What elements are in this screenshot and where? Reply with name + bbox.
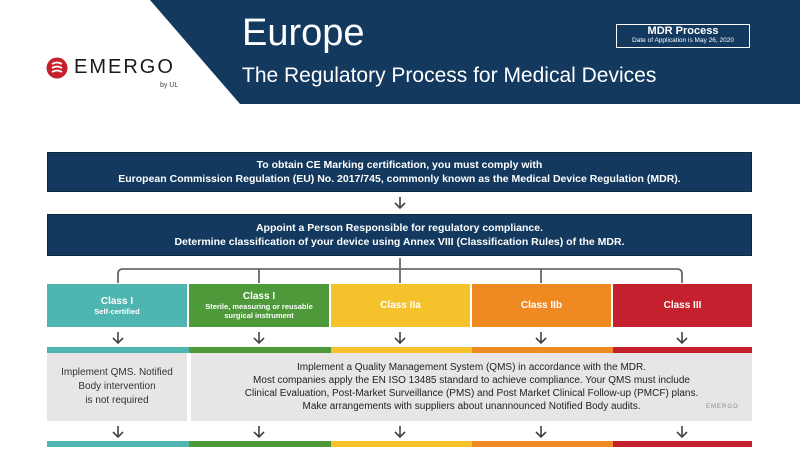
logo	[46, 56, 175, 79]
stripe-class-i	[47, 441, 189, 447]
qms-line4: Make arrangements with suppliers about unannounced Notified Body audits.	[302, 401, 641, 412]
class-sublabel: Sterile, measuring or reusable surgical instrument	[205, 302, 313, 320]
step1-line1: To obtain CE Marking certification, you must comply with	[256, 159, 543, 171]
stripe-class-iii	[613, 441, 752, 447]
mdr-badge-title: MDR Process	[647, 25, 719, 37]
mdr-badge	[616, 24, 750, 48]
qms-line2: Most companies apply the EN ISO 13485 standard to achieve compliance. Your QMS must include	[253, 375, 690, 386]
arrows-row-2	[0, 424, 800, 440]
class-label: Class IIb	[520, 300, 563, 311]
class-label: Class III	[663, 300, 702, 311]
arrow-down-icon	[395, 426, 405, 437]
qms-class1-line3: is not required	[85, 395, 149, 406]
arrow-down-icon	[254, 332, 264, 343]
mdr-badge-date: Date of Application is May 26, 2020	[632, 37, 734, 44]
stripe-class-iib	[472, 441, 613, 447]
arrow-down-icon	[392, 196, 408, 210]
class-i-sterile	[189, 284, 329, 327]
class-label: Class I	[242, 291, 276, 302]
step2-line1: Appoint a Person Responsible for regulatory compliance.	[255, 222, 544, 234]
arrows-row-1	[0, 330, 800, 346]
arrow-down-icon	[677, 426, 687, 437]
arrow-down-icon	[113, 332, 123, 343]
qms-others-box	[191, 353, 752, 421]
stripe-class-iia	[331, 441, 472, 447]
arrow-down-icon	[536, 332, 546, 343]
step2-line2: Determine classification of your device using Annex VIII (Classification Rules) of the MDR.	[174, 236, 625, 248]
step1-line2: European Commission Regulation (EU) No. 2017/745, commonly known as the Medical Device Regulation (MDR).	[118, 173, 681, 185]
branch-connector	[0, 256, 800, 286]
arrow-down-icon	[677, 332, 687, 343]
step-person-responsible	[47, 214, 752, 256]
qms-line3: Clinical Evaluation, Post-Market Surveillance (PMS) and Post Market Clinical Follow-up (PMCF) plans.	[244, 388, 699, 399]
logo-sub: by UL	[160, 82, 179, 89]
class-i-self-certified	[47, 284, 187, 327]
watermark: EMERGO	[706, 404, 739, 410]
class-iib	[472, 284, 611, 327]
class-iii	[613, 284, 752, 327]
page-subtitle: The Regulatory Process for Medical Devices	[242, 64, 657, 87]
stripe-class-i-sterile	[189, 441, 331, 447]
class-iia	[331, 284, 470, 327]
class-sublabel: Self-certified	[94, 306, 140, 316]
qms-class1-line2: Body intervention	[78, 381, 156, 392]
emergo-logo-icon	[46, 57, 68, 79]
arrow-down-icon	[536, 426, 546, 437]
qms-line1: Implement a Quality Management System (QMS) in accordance with the MDR.	[296, 362, 647, 373]
step-ce-marking	[47, 152, 752, 192]
page-title: Europe	[242, 12, 365, 54]
arrow-down-icon	[395, 332, 405, 343]
logo-text: EMERGO	[74, 56, 175, 78]
arrow-down-icon	[113, 426, 123, 437]
class-label: Class IIa	[380, 300, 421, 311]
qms-class-i-box	[47, 353, 187, 421]
arrow-down-icon	[254, 426, 264, 437]
qms-class1-line1: Implement QMS. Notified	[61, 367, 173, 378]
class-label: Class I	[100, 295, 134, 307]
